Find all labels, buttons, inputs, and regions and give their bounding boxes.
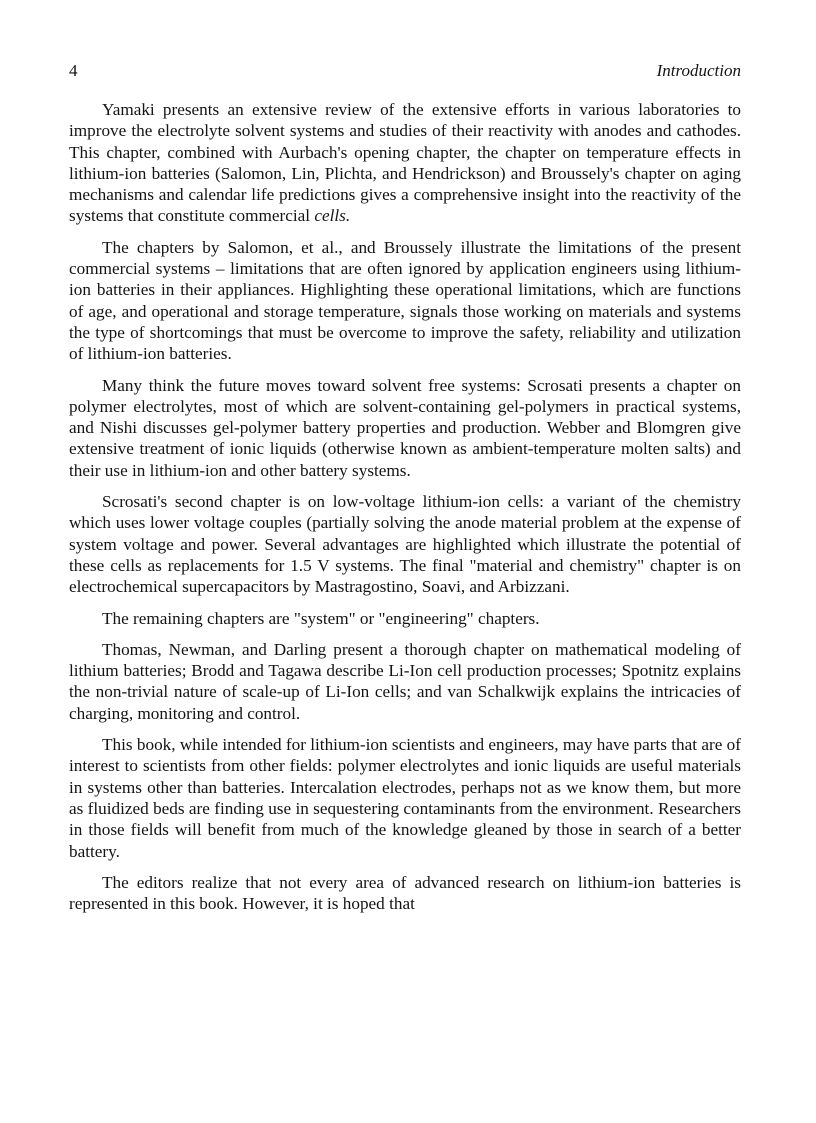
paragraph-system-chapters: The remaining chapters are "system" or "engineering" chapters. xyxy=(102,608,540,628)
paragraph-editors: The editors realize that not every area of advanced research on lithium-ion batteries is represented in this book. However, it is hoped that xyxy=(69,872,741,914)
page-number: 4 xyxy=(69,61,78,80)
book-page xyxy=(69,58,741,924)
paragraph-limitations: The chapters by Salomon, et al., and Broussely illustrate the limitations of the present commercial systems – limitations that are often ignored by application engineers using lithium-ion batteries in their appliances. Highlighting these operational limitations, which are functions of age, and operational and storage temperature, signals those working on materials and systems the type of shortcomings that must be overcome to improve the safety, reliability and utilization of lithium-ion batteries. xyxy=(69,237,741,364)
paragraph-audience: This book, while intended for lithium-ion scientists and engineers, may have parts that are of interest to scientists from other fields: polymer electrolytes and ionic liquids are useful materials in systems other than batteries. Intercalation electrodes, perhaps not as we know them, but more as fluidized beds are finding use in sequestering contaminants from the environment. Researchers in those fields will benefit from much of the knowledge gleaned by those in search of a better battery. xyxy=(69,735,741,861)
paragraph-yamaki-review xyxy=(69,99,741,227)
paragraph-solvent-free: Many think the future moves toward solvent free systems: Scrosati presents a chapter on polymer electrolytes, most of which are solvent-containing gel-polymers in practical systems, and Nishi discusses gel-polymer battery properties and production. Webber and Blomgren give extensive treatment of ionic liquids (otherwise known as ambient-temperature molten salts) and their use in lithium-ion and other battery systems. xyxy=(69,375,741,480)
paragraph-modeling: Thomas, Newman, and Darling present a thorough chapter on mathematical modeling of lithium batteries; Brodd and Tagawa describe Li-Ion cell production processes; Spotnitz explains the non-trivial nature of scale-up of Li-Ion cells; and van Schalkwijk explains the intricacies of charging, monitoring and control. xyxy=(69,639,741,723)
body-text xyxy=(69,99,741,914)
running-head xyxy=(69,58,741,84)
italic-word: cells. xyxy=(314,206,351,226)
running-title: Introduction xyxy=(656,61,741,80)
paragraph-text: Yamaki presents an extensive review of the extensive efforts in various laboratories to improve the electrolyte solvent systems and studies of their reactivity with anodes and cathodes. This chapter, combined with Aurbach's opening chapter, the chapter on temperature effects in lithium-ion batteries (Salomon, Lin, Plichta, and Hendrickson) and Broussely's chapter on aging mechanisms and calendar life predictions gives a comprehensive insight into the reactivity of the systems that constitute commercial xyxy=(69,100,741,226)
paragraph-low-voltage: Scrosati's second chapter is on low-voltage lithium-ion cells: a variant of the chemistry which uses lower voltage couples (partially solving the anode material problem at the expense of system voltage and power. Several advantages are highlighted which illustrate the potential of these cells as replacements for 1.5 V systems. The final "material and chemistry" chapter is on electrochemical supercapacitors by Mastragostino, Soavi, and Arbizzani. xyxy=(69,492,741,597)
